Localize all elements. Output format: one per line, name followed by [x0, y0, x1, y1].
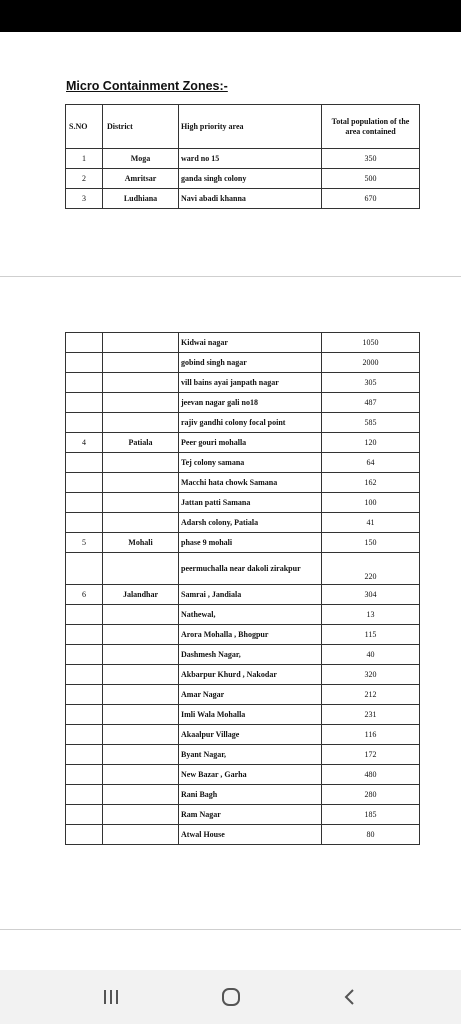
cell-district — [103, 805, 179, 825]
cell-area: Amar Nagar — [179, 685, 322, 705]
table-row — [66, 805, 420, 825]
cell-population: 670 — [322, 189, 420, 209]
table-row — [66, 725, 420, 745]
cell-population: 2000 — [322, 353, 420, 373]
table-row — [66, 553, 420, 585]
cell-sno — [66, 625, 103, 645]
cell-population: 100 — [322, 493, 420, 513]
cell-sno — [66, 665, 103, 685]
table-row — [66, 373, 420, 393]
cell-sno — [66, 333, 103, 353]
header-district: District — [103, 105, 179, 149]
cell-sno — [66, 493, 103, 513]
cell-district: Ludhiana — [103, 189, 179, 209]
cell-population: 150 — [322, 533, 420, 553]
cell-district — [103, 645, 179, 665]
cell-district — [103, 765, 179, 785]
cell-sno — [66, 765, 103, 785]
cell-area: gobind singh nagar — [179, 353, 322, 373]
cell-district — [103, 825, 179, 845]
table-row — [66, 625, 420, 645]
cell-sno — [66, 605, 103, 625]
cell-district — [103, 353, 179, 373]
table-row — [66, 685, 420, 705]
cell-sno — [66, 805, 103, 825]
cell-area: Tej colony samana — [179, 453, 322, 473]
cell-area: Adarsh colony, Patiala — [179, 513, 322, 533]
cell-sno: 6 — [66, 585, 103, 605]
table-header-row — [66, 105, 420, 149]
cell-district — [103, 785, 179, 805]
recent-apps-icon — [101, 987, 121, 1007]
recent-apps-button[interactable] — [96, 984, 126, 1010]
cell-population: 304 — [322, 585, 420, 605]
table-row — [66, 585, 420, 605]
cell-area: Dashmesh Nagar, — [179, 645, 322, 665]
cell-population: 162 — [322, 473, 420, 493]
cell-area: rajiv gandhi colony focal point — [179, 413, 322, 433]
cell-sno — [66, 645, 103, 665]
cell-population: 80 — [322, 825, 420, 845]
cell-sno: 4 — [66, 433, 103, 453]
back-icon — [340, 987, 360, 1007]
page-divider — [0, 929, 461, 930]
cell-district: Amritsar — [103, 169, 179, 189]
cell-district: Moga — [103, 149, 179, 169]
table-row — [66, 705, 420, 725]
cell-sno: 2 — [66, 169, 103, 189]
cell-area: Macchi hata chowk Samana — [179, 473, 322, 493]
cell-sno — [66, 513, 103, 533]
table-row — [66, 645, 420, 665]
table-row — [66, 825, 420, 845]
cell-population: 500 — [322, 169, 420, 189]
cell-population: 320 — [322, 665, 420, 685]
page-divider — [0, 276, 461, 277]
cell-district — [103, 473, 179, 493]
cell-sno — [66, 825, 103, 845]
table-row — [66, 533, 420, 553]
cell-district — [103, 685, 179, 705]
cell-area: Akbarpur Khurd , Nakodar — [179, 665, 322, 685]
cell-population: 231 — [322, 705, 420, 725]
page-title: Micro Containment Zones:- — [66, 79, 228, 93]
cell-district — [103, 745, 179, 765]
cell-population: 64 — [322, 453, 420, 473]
cell-sno — [66, 473, 103, 493]
cell-area: Ram Nagar — [179, 805, 322, 825]
cell-population: 585 — [322, 413, 420, 433]
cell-population: 116 — [322, 725, 420, 745]
cell-district: Patiala — [103, 433, 179, 453]
table-row — [66, 785, 420, 805]
cell-sno — [66, 373, 103, 393]
back-button[interactable] — [335, 984, 365, 1010]
cell-sno: 1 — [66, 149, 103, 169]
home-button[interactable] — [216, 984, 246, 1010]
table-row — [66, 333, 420, 353]
table-row — [66, 453, 420, 473]
cell-population: 41 — [322, 513, 420, 533]
cell-area: vill bains ayai janpath nagar — [179, 373, 322, 393]
cell-sno: 3 — [66, 189, 103, 209]
cell-area: phase 9 mohali — [179, 533, 322, 553]
cell-area: Peer gouri mohalla — [179, 433, 322, 453]
table-row — [66, 169, 420, 189]
cell-district — [103, 725, 179, 745]
cell-district: Jalandhar — [103, 585, 179, 605]
cell-sno — [66, 353, 103, 373]
cell-district — [103, 453, 179, 473]
cell-area: Rani Bagh — [179, 785, 322, 805]
table-row — [66, 353, 420, 373]
cell-district — [103, 665, 179, 685]
status-bar — [0, 0, 461, 32]
cell-population: 487 — [322, 393, 420, 413]
navigation-bar — [0, 970, 461, 1024]
cell-area: Kidwai nagar — [179, 333, 322, 353]
cell-sno — [66, 685, 103, 705]
table-row — [66, 433, 420, 453]
table-row — [66, 745, 420, 765]
cell-area: Arora Mohalla , Bhogpur — [179, 625, 322, 645]
cell-population: 1050 — [322, 333, 420, 353]
cell-population: 172 — [322, 745, 420, 765]
header-population: Total population of the area contained — [322, 105, 420, 149]
cell-district: Mohali — [103, 533, 179, 553]
cell-population: 185 — [322, 805, 420, 825]
cell-sno: 5 — [66, 533, 103, 553]
cell-area: Byant Nagar, — [179, 745, 322, 765]
cell-district — [103, 493, 179, 513]
cell-area: New Bazar , Garha — [179, 765, 322, 785]
cell-area: Navi abadi khanna — [179, 189, 322, 209]
cell-district — [103, 705, 179, 725]
cell-area: ganda singh colony — [179, 169, 322, 189]
table-row — [66, 189, 420, 209]
cell-population: 280 — [322, 785, 420, 805]
cell-area: Atwal House — [179, 825, 322, 845]
cell-district — [103, 553, 179, 585]
table-row — [66, 393, 420, 413]
cell-sno — [66, 745, 103, 765]
cell-sno — [66, 725, 103, 745]
cell-population: 220 — [322, 553, 420, 585]
cell-district — [103, 513, 179, 533]
containment-table-page1 — [65, 104, 420, 209]
table-row — [66, 473, 420, 493]
header-area: High priority area — [179, 105, 322, 149]
cell-sno — [66, 453, 103, 473]
cell-sno — [66, 705, 103, 725]
cell-area: peermuchalla near dakoli zirakpur — [179, 553, 322, 585]
cell-population: 13 — [322, 605, 420, 625]
cell-sno — [66, 553, 103, 585]
cell-area: jeevan nagar gali no18 — [179, 393, 322, 413]
cell-area: Nathewal, — [179, 605, 322, 625]
cell-area: Imli Wala Mohalla — [179, 705, 322, 725]
cell-population: 212 — [322, 685, 420, 705]
table-row — [66, 605, 420, 625]
cell-district — [103, 373, 179, 393]
cell-area: Jattan patti Samana — [179, 493, 322, 513]
cell-district — [103, 625, 179, 645]
cell-area: Samrai , Jandiala — [179, 585, 322, 605]
cell-population: 40 — [322, 645, 420, 665]
containment-table-page2 — [65, 332, 420, 845]
cell-population: 115 — [322, 625, 420, 645]
table-row — [66, 149, 420, 169]
cell-population: 120 — [322, 433, 420, 453]
home-icon — [220, 986, 242, 1008]
table-row — [66, 493, 420, 513]
cell-district — [103, 605, 179, 625]
cell-population: 350 — [322, 149, 420, 169]
cell-sno — [66, 413, 103, 433]
cell-population: 480 — [322, 765, 420, 785]
table-row — [66, 413, 420, 433]
table-row — [66, 765, 420, 785]
table-row — [66, 665, 420, 685]
cell-population: 305 — [322, 373, 420, 393]
cell-district — [103, 333, 179, 353]
cell-area: Akaalpur Village — [179, 725, 322, 745]
cell-sno — [66, 393, 103, 413]
header-sno: S.NO — [66, 105, 103, 149]
cell-sno — [66, 785, 103, 805]
table-row — [66, 513, 420, 533]
cell-district — [103, 413, 179, 433]
cell-area: ward no 15 — [179, 149, 322, 169]
cell-district — [103, 393, 179, 413]
